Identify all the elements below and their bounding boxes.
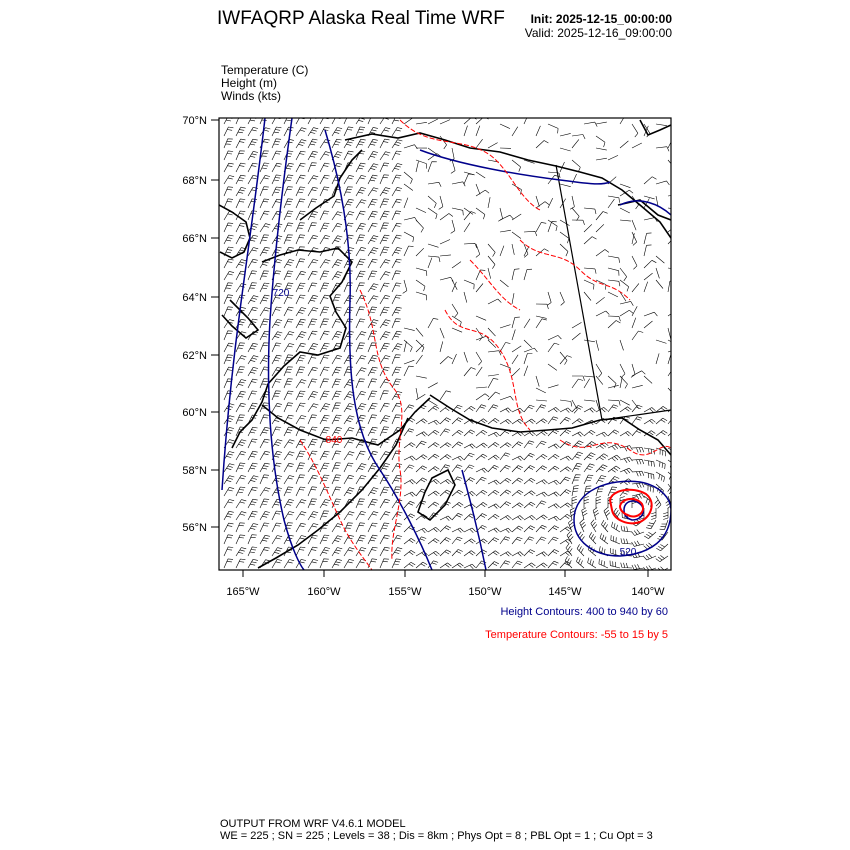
lat-tick-label: 64°N [182, 292, 207, 304]
lat-tick-label: 66°N [182, 233, 207, 245]
lat-tick-label: 58°N [182, 465, 207, 477]
lon-tick-label: 155°W [388, 586, 422, 598]
contour-label-840: 840 [325, 435, 343, 446]
field-temperature: Temperature (C) [221, 63, 309, 77]
contour-label-720: 720 [272, 288, 290, 299]
valid-time: Valid: 2025-12-16_09:00:00 [524, 26, 672, 40]
lat-tick-label: 70°N [182, 115, 207, 127]
lon-tick-label: 150°W [468, 586, 502, 598]
field-height: Height (m) [221, 76, 278, 90]
init-time: Init: 2025-12-15_00:00:00 [530, 12, 672, 26]
longitude-axis [226, 570, 665, 598]
lat-tick-label: 56°N [182, 522, 207, 534]
height-contour-legend: Height Contours: 400 to 940 by 60 [500, 606, 668, 618]
latitude-axis [182, 115, 219, 534]
field-winds: Winds (kts) [221, 89, 281, 103]
lon-tick-label: 165°W [226, 586, 260, 598]
lat-tick-label: 60°N [182, 407, 207, 419]
model-config: WE = 225 ; SN = 225 ; Levels = 38 ; Dis = 8km ; Phys Opt = 8 ; PBL Opt = 1 ; Cu Opt = 3 [220, 830, 653, 842]
lon-tick-label: 140°W [631, 586, 665, 598]
contour-label-520: 520 [619, 547, 637, 558]
lon-tick-label: 160°W [307, 586, 341, 598]
lat-tick-label: 68°N [182, 175, 207, 187]
lon-tick-label: 145°W [548, 586, 582, 598]
temperature-contour-legend: Temperature Contours: -55 to 15 by 5 [485, 629, 668, 641]
chart-title: IWFAQRP Alaska Real Time WRF [217, 8, 505, 29]
lat-tick-label: 62°N [182, 350, 207, 362]
model-info: OUTPUT FROM WRF V4.6.1 MODEL [220, 818, 406, 830]
